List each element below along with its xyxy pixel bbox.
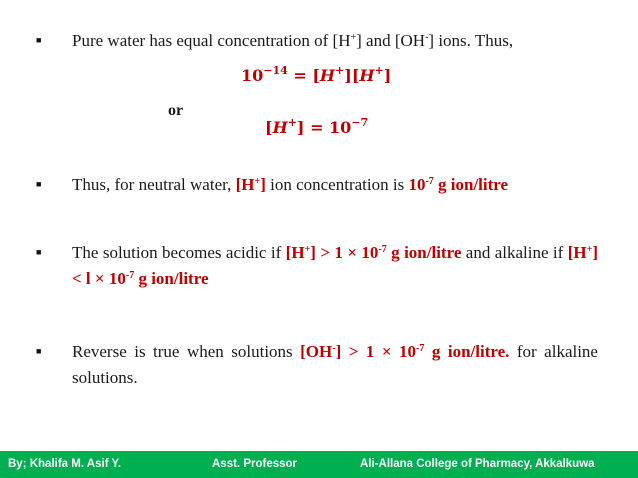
equation-ionic-product: $10^{-14} = [H^+][H^+]$ xyxy=(241,64,392,85)
bullet-marker: ■ xyxy=(36,35,42,45)
bullet-text-pure-water: Pure water has equal concentration of [H+] and [OH-] ions. Thus, xyxy=(72,31,514,50)
footer-position: Asst. Professor xyxy=(212,458,298,470)
bullet-marker: ■ xyxy=(36,247,42,257)
bullet-marker: ■ xyxy=(36,346,42,356)
bullet-text-neutral-water: Thus, for neutral water, [H+] ion concentration is $10^{-7}$ g ion/litre xyxy=(72,175,509,194)
or-label: or xyxy=(168,102,184,119)
bullet-marker: ■ xyxy=(36,179,42,189)
footer-college: Ali-Allana College of Pharmacy, Akkalkuwa xyxy=(360,458,595,470)
bullet-text-reverse: Reverse is true when solutions $[OH^-] > 1 \times 10^{-7}$ g ion/litre. for alkaline solutions. xyxy=(72,342,598,387)
bullet-text-acidic-alkaline: The solution becomes acidic if $[H^+] > 1 \times 10^{-7}$ g ion/litre and alkaline if $[H^+] < l \times 10^{-7}$ g ion/litre xyxy=(72,243,598,288)
equation-h-concentration: $[H^+] = 10^{-7}$ xyxy=(265,116,369,137)
footer-bar xyxy=(0,451,638,478)
footer-author: By; Khalifa M. Asif Y. xyxy=(8,458,122,470)
